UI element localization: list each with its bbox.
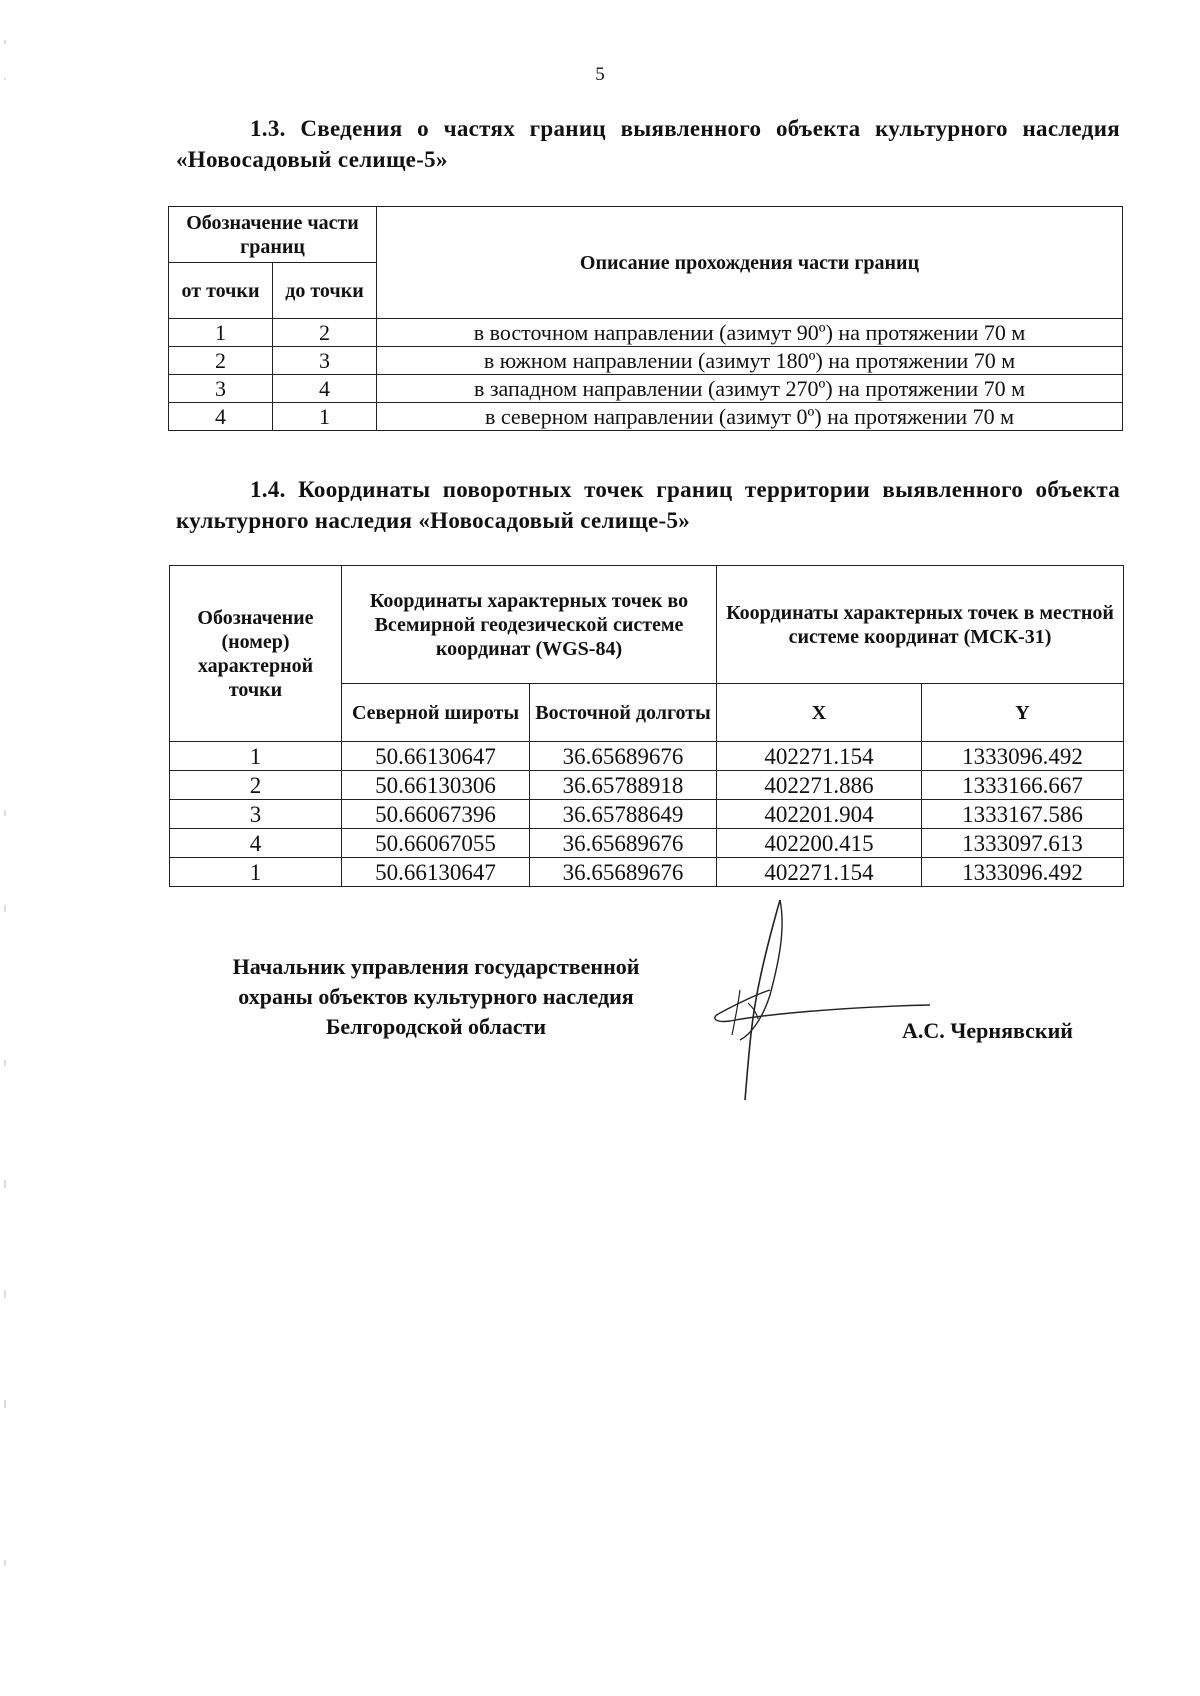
signer-position bbox=[186, 952, 686, 1042]
boundary-description-cell: в северном направлении (азимут 0º) на протяжении 70 м bbox=[377, 403, 1123, 431]
table-row bbox=[169, 403, 1123, 431]
table-row bbox=[169, 319, 1123, 347]
from-point-cell: 1 bbox=[169, 319, 273, 347]
header-longitude: Восточной долготы bbox=[530, 684, 717, 742]
y-coordinate-cell: 1333096.492 bbox=[922, 858, 1124, 887]
header-point-number: Обозначение (номер) характерной точки bbox=[170, 566, 342, 742]
x-coordinate-cell: 402201.904 bbox=[717, 800, 922, 829]
longitude-cell: 36.65788918 bbox=[530, 771, 717, 800]
signer-position-line-3: Белгородской области bbox=[325, 1014, 547, 1039]
point-number-cell: 4 bbox=[170, 829, 342, 858]
latitude-cell: 50.66130647 bbox=[342, 742, 530, 771]
latitude-cell: 50.66130306 bbox=[342, 771, 530, 800]
longitude-cell: 36.65689676 bbox=[530, 829, 717, 858]
x-coordinate-cell: 402271.886 bbox=[717, 771, 922, 800]
from-point-cell: 4 bbox=[169, 403, 273, 431]
x-coordinate-cell: 402271.154 bbox=[717, 858, 922, 887]
point-number-cell: 3 bbox=[170, 800, 342, 829]
y-coordinate-cell: 1333166.667 bbox=[922, 771, 1124, 800]
to-point-cell: 3 bbox=[273, 347, 377, 375]
signer-position-line-1: Начальник управления государственной bbox=[232, 954, 640, 979]
x-coordinate-cell: 402200.415 bbox=[717, 829, 922, 858]
from-point-cell: 3 bbox=[169, 375, 273, 403]
to-point-cell: 2 bbox=[273, 319, 377, 347]
latitude-cell: 50.66130647 bbox=[342, 858, 530, 887]
header-latitude: Северной широты bbox=[342, 684, 530, 742]
point-number-cell: 2 bbox=[170, 771, 342, 800]
x-coordinate-cell: 402271.154 bbox=[717, 742, 922, 771]
latitude-cell: 50.66067055 bbox=[342, 829, 530, 858]
table-row bbox=[169, 375, 1123, 403]
header-x: X bbox=[717, 684, 922, 742]
section-1-4-heading: 1.4. Координаты поворотных точек границ территории выявленного объекта культурного наследия «Новосадовый селище-5» bbox=[176, 477, 1120, 533]
from-point-cell: 2 bbox=[169, 347, 273, 375]
y-coordinate-cell: 1333167.586 bbox=[922, 800, 1124, 829]
longitude-cell: 36.65788649 bbox=[530, 800, 717, 829]
longitude-cell: 36.65689676 bbox=[530, 858, 717, 887]
latitude-cell: 50.66067396 bbox=[342, 800, 530, 829]
table-row bbox=[170, 800, 1124, 829]
point-number-cell: 1 bbox=[170, 742, 342, 771]
coordinates-table bbox=[169, 565, 1124, 887]
point-number-cell: 1 bbox=[170, 858, 342, 887]
boundary-parts-table bbox=[168, 206, 1123, 431]
header-boundary-description: Описание прохождения части границ bbox=[377, 207, 1123, 319]
y-coordinate-cell: 1333097.613 bbox=[922, 829, 1124, 858]
header-y: Y bbox=[922, 684, 1124, 742]
header-msk31-coordinates: Координаты характерных точек в местной системе координат (МСК-31) bbox=[717, 566, 1124, 684]
y-coordinate-cell: 1333096.492 bbox=[922, 742, 1124, 771]
scan-margin-marks bbox=[0, 0, 12, 1696]
to-point-cell: 4 bbox=[273, 375, 377, 403]
header-to-point: до точки bbox=[273, 263, 377, 319]
table-row bbox=[170, 829, 1124, 858]
header-wgs84-coordinates: Координаты характерных точек во Всемирной геодезической системе координат (WGS-84) bbox=[342, 566, 717, 684]
section-1-3-heading: 1.3. Сведения о частях границ выявленного объекта культурного наследия «Новосадовый селище-5» bbox=[176, 116, 1120, 172]
table-row bbox=[170, 771, 1124, 800]
signer-position-line-2: охраны объектов культурного наследия bbox=[238, 984, 634, 1009]
header-from-point: от точки bbox=[169, 263, 273, 319]
handwritten-signature bbox=[700, 895, 940, 1105]
boundary-description-cell: в западном направлении (азимут 270º) на протяжении 70 м bbox=[377, 375, 1123, 403]
page-number: 5 bbox=[595, 64, 605, 85]
boundary-description-cell: в южном направлении (азимут 180º) на протяжении 70 м bbox=[377, 347, 1123, 375]
boundary-description-cell: в восточном направлении (азимут 90º) на протяжении 70 м bbox=[377, 319, 1123, 347]
table-row bbox=[170, 858, 1124, 887]
to-point-cell: 1 bbox=[273, 403, 377, 431]
signer-name: А.С. Чернявский bbox=[902, 1018, 1073, 1043]
header-boundary-part-designation: Обозначение части границ bbox=[169, 207, 377, 263]
table-row bbox=[170, 742, 1124, 771]
table-row bbox=[169, 347, 1123, 375]
longitude-cell: 36.65689676 bbox=[530, 742, 717, 771]
